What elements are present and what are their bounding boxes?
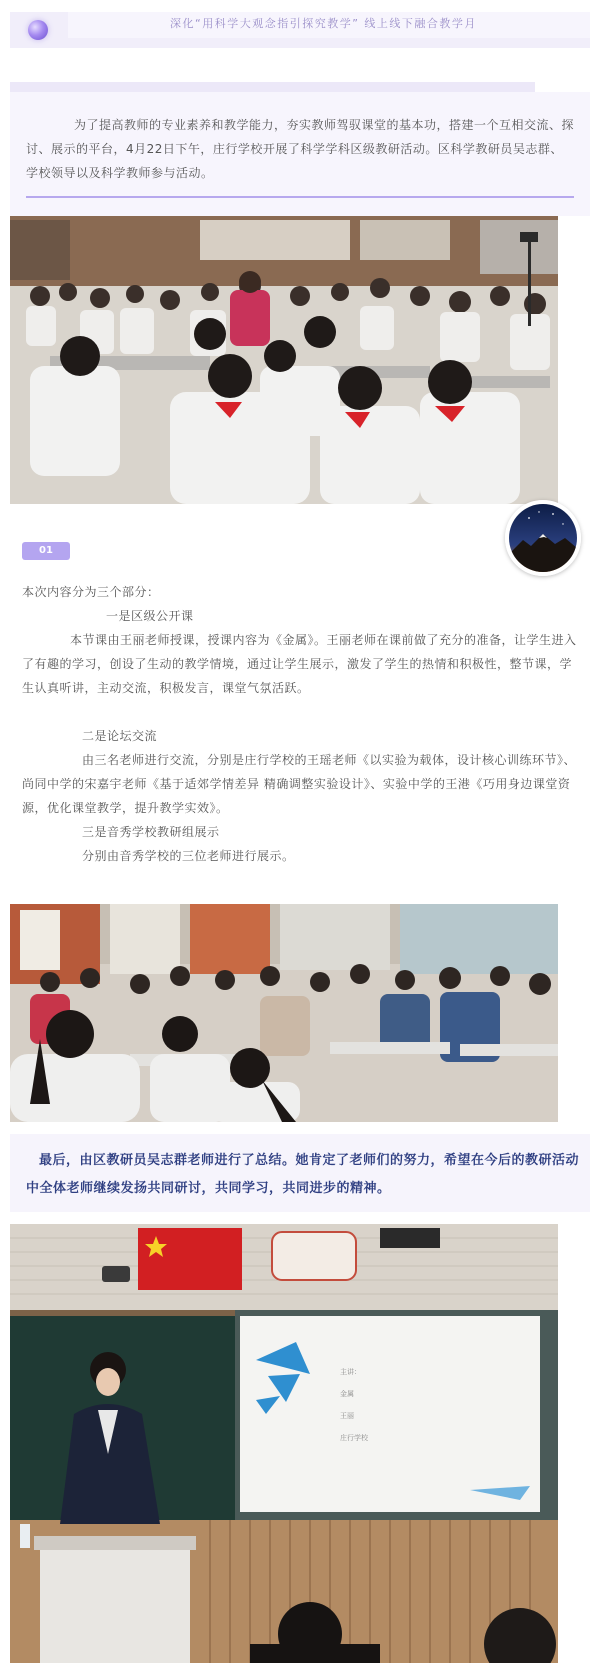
sphere-icon <box>28 20 48 40</box>
classroom-photo-image <box>10 216 558 504</box>
part-one-paragraph: 本节课由王丽老师授课，授课内容为《金属》。王丽老师在课前做了充分的准备，让学生进入了有趣的学习，创设了生动的教学情境，通过让学生展示，激发了学生的热情和积极性，整节课，学生认真听讲，主动交流，积极发言，课堂气氛活跃。 <box>22 633 577 695</box>
observation-photo <box>10 904 558 1122</box>
page-title: 深化“用科学大观念指引探究教学” 线上线下融合教学月 <box>170 17 477 30</box>
intro-paragraph: 为了提高教师的专业素养和教学能力，夯实教师驾驭课堂的基本功，搭建一个互相交流、探讨、展示的平台，4月22日下午，庄行学校开展了科学学科区级教研活动。区科学教研员吴志群、学校领导以及科学教师参与活动。 <box>26 118 575 180</box>
observation-photo-image <box>10 904 558 1122</box>
part-three-heading: 三是音秀学校教研组展示 <box>82 825 220 839</box>
slide-line-2: 金属 <box>340 1390 354 1398</box>
section-intro-line: 本次内容分为三个部分： <box>22 585 160 599</box>
intro-divider <box>26 196 574 198</box>
intro-accent-strip <box>10 82 535 92</box>
avatar <box>505 500 581 576</box>
part-two-heading: 二是论坛交流 <box>82 729 158 743</box>
part-two-paragraph: 由三名老师进行交流，分别是庄行学校的王瑶老师《以实验为载体，设计核心训练环节》、尚同中学的宋嘉宇老师《基于适郊学情差异 精确调整实验设计》、实验中学的王港《巧用身边课堂资源，优化课堂教学，提升教学实效》。 <box>22 753 577 815</box>
summary-paragraph: 最后，由区教研员吴志群老师进行了总结。她肯定了老师们的努力，希望在今后的教研活动中全体老师继续发扬共同研讨，共同学习，共同进步的精神。 <box>26 1153 580 1196</box>
section-number-badge: 01 <box>22 542 70 560</box>
classroom-photo <box>10 216 558 504</box>
slide-line-4: 庄行学校 <box>340 1434 368 1442</box>
part-three-paragraph: 分别由音秀学校的三位老师进行展示。 <box>82 849 295 863</box>
part-one-heading: 一是区级公开课 <box>106 609 194 623</box>
speaker-photo <box>10 1224 558 1663</box>
slide-line-1: 主讲： <box>340 1368 361 1376</box>
mountain-night-icon <box>509 504 577 572</box>
slide-line-3: 王丽 <box>340 1412 354 1420</box>
speaker-photo-image <box>10 1224 558 1663</box>
